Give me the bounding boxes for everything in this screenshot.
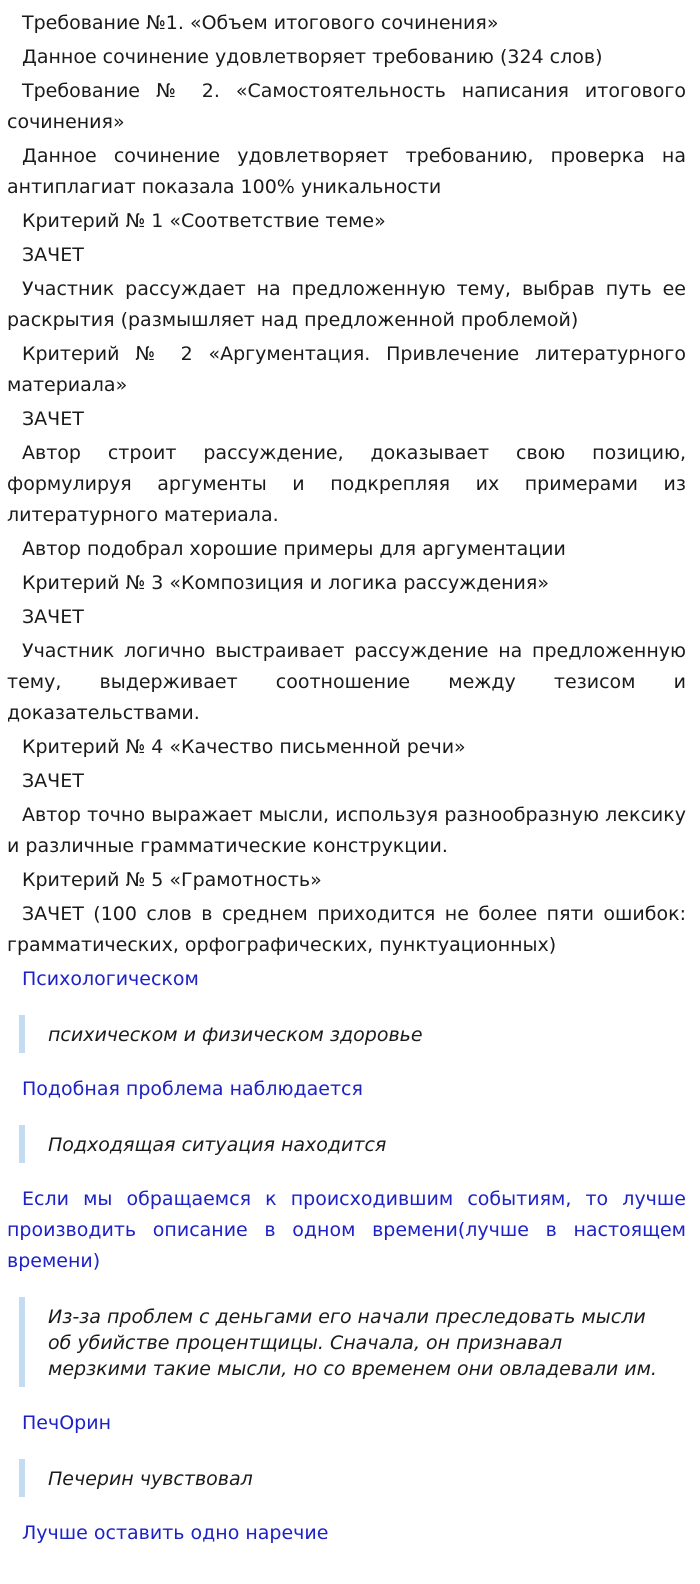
criterion-3-title: Критерий № 3 «Композиция и логика рассуждения» xyxy=(22,572,549,594)
quote-text: психическом и физическом здоровье xyxy=(48,1024,423,1046)
correction-comment: Психологическом xyxy=(22,968,199,990)
criterion-2-title: Критерий № 2 «Аргументация. Привлечение литературного материала» xyxy=(7,343,686,396)
criterion-5-grade: ЗАЧЕТ (100 слов в среднем приходится не более пяти ошибок: грамматических, орфографических, пунктуационных) xyxy=(7,903,686,956)
quoted-excerpt xyxy=(19,1015,686,1053)
requirement-2-title: Требование № 2. «Самостоятельность написания итогового сочинения» xyxy=(7,80,686,133)
correction-comment: ПечОрин xyxy=(22,1412,111,1434)
quote-text: Печерин чувствовал xyxy=(48,1468,253,1490)
criterion-3-comment: Участник логично выстраивает рассуждение на предложенную тему, выдерживает соотношение между тезисом и доказательствами. xyxy=(7,640,686,724)
criterion-1-grade: ЗАЧЕТ xyxy=(22,244,84,266)
correction-comment: Подобная проблема наблюдается xyxy=(22,1078,363,1100)
criterion-4-comment: Автор точно выражает мысли, используя разнообразную лексику и различные грамматические конструкции. xyxy=(7,804,686,857)
criterion-1-title: Критерий № 1 «Соответствие теме» xyxy=(22,210,386,232)
quoted-excerpt xyxy=(19,1297,686,1387)
quote-bar xyxy=(19,1297,25,1387)
quote-text: Подходящая ситуация находится xyxy=(48,1134,387,1156)
quoted-excerpt xyxy=(19,1459,686,1497)
criterion-4-title: Критерий № 4 «Качество письменной речи» xyxy=(22,736,466,758)
criterion-2-comment: Автор строит рассуждение, доказывает свою позицию, формулируя аргументы и подкрепляя их примерами из литературного материала. xyxy=(7,442,686,526)
final-comment: Лучше оставить одно наречие xyxy=(22,1522,329,1544)
requirement-1-title: Требование №1. «Объем итогового сочинения» xyxy=(22,12,499,34)
criterion-2-note: Автор подобрал хорошие примеры для аргументации xyxy=(22,538,566,560)
quoted-excerpt xyxy=(19,1125,686,1163)
quote-bar xyxy=(19,1125,25,1163)
criterion-2-grade: ЗАЧЕТ xyxy=(22,408,84,430)
requirement-2-result: Данное сочинение удовлетворяет требованию, проверка на антиплагиат показала 100% уникальности xyxy=(7,145,686,198)
criterion-5-title: Критерий № 5 «Грамотность» xyxy=(22,869,322,891)
correction-comment: Если мы обращаемся к происходившим событиям, то лучше производить описание в одном времени(лучше в настоящем времени) xyxy=(7,1188,686,1272)
quote-bar xyxy=(19,1015,25,1053)
criterion-3-grade: ЗАЧЕТ xyxy=(22,606,84,628)
quote-bar xyxy=(19,1459,25,1497)
criterion-4-grade: ЗАЧЕТ xyxy=(22,770,84,792)
requirement-1-result: Данное сочинение удовлетворяет требованию (324 слов) xyxy=(22,46,603,68)
quote-text: Из-за проблем с деньгами его начали преследовать мысли об убийстве процентщицы. Сначала, он признавал мерзкими такие мысли, но со временем они овладевали им. xyxy=(48,1306,657,1380)
criterion-1-comment: Участник рассуждает на предложенную тему, выбрав путь ее раскрытия (размышляет над предложенной проблемой) xyxy=(7,278,686,331)
